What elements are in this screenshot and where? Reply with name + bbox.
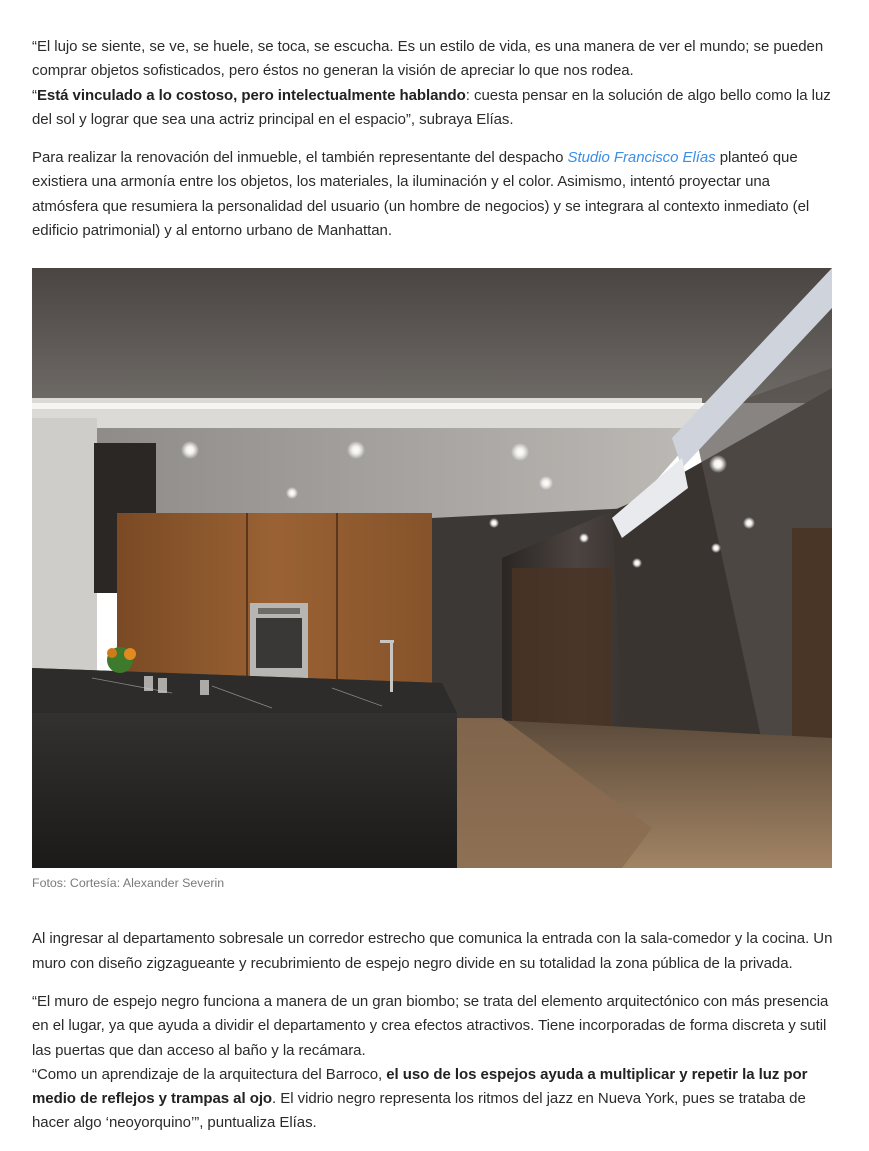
quote-bold-phrase: Está vinculado a lo costoso, pero intelectualmente hablando	[36, 86, 466, 104]
baroque-bold-phrase: el uso de los espejos ayuda a multiplicar y repetir la luz por medio de reflejos y trampas al ojo	[32, 1065, 808, 1108]
quote-paragraph-1	[32, 35, 837, 132]
quote-text-1: “El lujo se siente, se ve, se huele, se toca, se escucha. Es un estilo de vida, es una manera de ver el mundo; se pueden comprar objetos sofisticados, pero éstos no generan la visión de apreciar lo que nos rodea.	[32, 38, 824, 80]
studio-link[interactable]: Studio Francisco Elías	[567, 149, 716, 167]
baroque-paragraph	[32, 1063, 837, 1136]
kitchen-photo	[32, 268, 832, 868]
quote-text-2: : cuesta pensar en la solución de algo bello como la luz del sol y lograr que sea una actriz principal en el espacio”, subraya Elías.	[32, 86, 831, 128]
photo-caption: Fotos: Cortesía: Alexander Severin	[32, 876, 225, 891]
quote-open-mark: “	[32, 86, 37, 104]
mirror-wall-paragraph: “El muro de espejo negro funciona a manera de un gran biombo; se trata del elemento arquitectónico con más presencia en el lugar, ya que ayuda a dividir el departamento y crea efectos atractivos. Tiene incorporadas de forma discreta y sutil las puertas que dan acceso al baño y la recámara.	[32, 992, 829, 1059]
baroque-text-start: “Como un aprendizaje de la arquitectura del Barroco,	[32, 1065, 387, 1083]
renovation-text-end: planteó que existiera una armonía entre los objetos, los materiales, la iluminación y el color. Asimismo, intentó proyectar una atmósfera que resumiera la personalidad del usuario (un hombre de negocios) y se integrara al contexto inmediato (el edificio patrimonial) y al entorno urbano de Manhattan.	[32, 149, 810, 240]
renovation-paragraph	[32, 146, 837, 243]
baroque-text-end: . El vidrio negro representa los ritmos del jazz en Nueva York, pues se trataba de hacer algo ‘neoyorquino’”, puntualiza Elías.	[32, 1090, 806, 1132]
corridor-paragraph: Al ingresar al departamento sobresale un corredor estrecho que comunica la entrada con la sala-comedor y la cocina. Un muro con diseño zigzagueante y recubrimiento de espejo negro divide en su totalidad la zona pública de la privada.	[32, 930, 833, 972]
renovation-text-start: Para realizar la renovación del inmueble, el también representante del despacho	[32, 149, 568, 167]
article-body	[32, 35, 837, 1136]
